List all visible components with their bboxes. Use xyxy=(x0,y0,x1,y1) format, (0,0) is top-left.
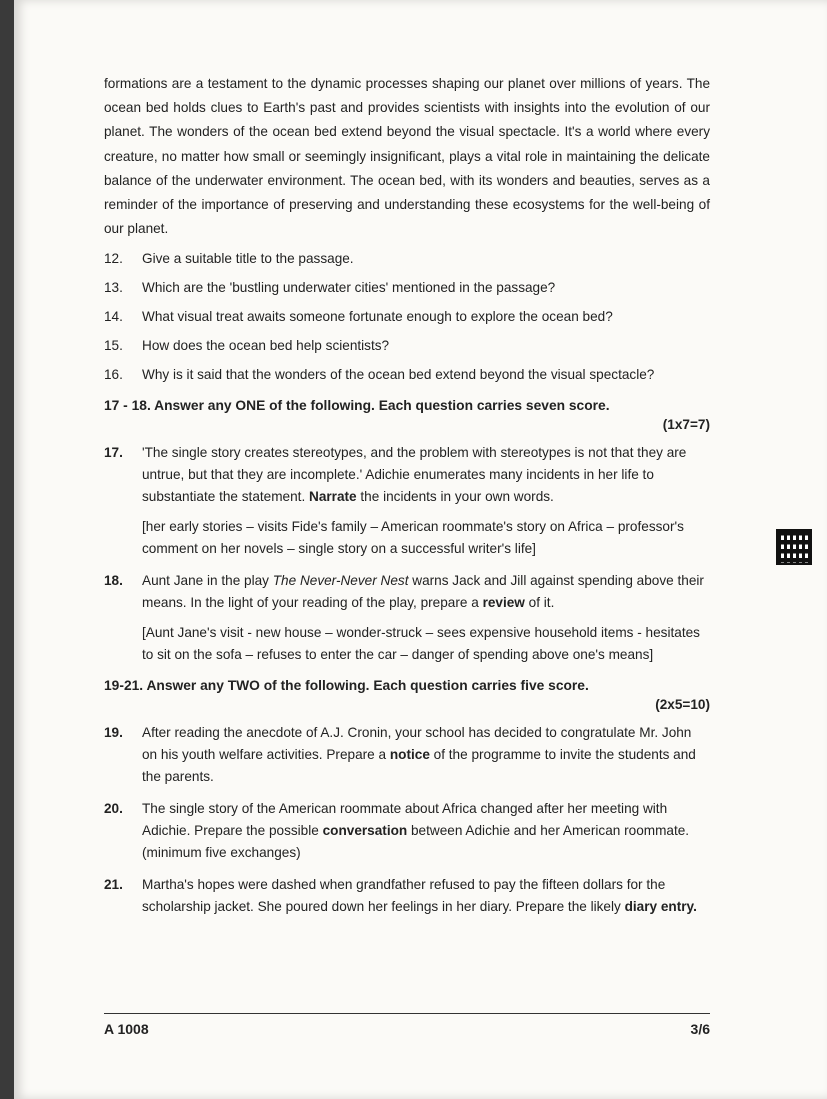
question-21: 21. Martha's hopes were dashed when grandfather refused to pay the fifteen dollars for the scholarship jacket. She poured down her feelings in her diary. Prepare the likely diary entry. xyxy=(104,874,710,918)
question-13: 13. Which are the 'bustling underwater cities' mentioned in the passage? xyxy=(104,280,556,296)
question-16: 16. Why is it said that the wonders of the ocean bed extend beyond the visual spectacle? xyxy=(104,367,655,383)
question-19-text: After reading the anecdote of A.J. Cronin, your school has decided to congratulate Mr. John on his youth welfare activities. Prepare a notice of the programme to invite the students and the parents. xyxy=(142,725,696,785)
short-question-list xyxy=(104,248,710,386)
question-18-text: Aunt Jane in the play The Never-Never Nest warns Jack and Jill against spending above their means. In the light of your reading of the play, prepare a review of it. xyxy=(142,573,704,611)
question-18-hint: [Aunt Jane's visit - new house – wonder-struck – sees expensive household items - hesitates to sit on the sofa – refuses to enter the car – danger of spending above one's means] xyxy=(142,625,700,663)
question-19: 19. After reading the anecdote of A.J. Cronin, your school has decided to congratulate Mr. John on his youth welfare activities. Prepare a notice of the programme to invite the students and the parents. xyxy=(104,722,710,788)
question-14: 14. What visual treat awaits someone fortunate enough to explore the ocean bed? xyxy=(104,309,613,325)
qr-code xyxy=(776,529,812,565)
page-number: 3/6 xyxy=(690,1021,710,1037)
question-15: 15. How does the ocean bed help scientists? xyxy=(104,338,390,354)
question-20-text: The single story of the American roommate about Africa changed after her meeting with Adichie. Prepare the possible conversation between Adichie and her American roommate. (minimum five exchanges) xyxy=(142,801,690,861)
question-21-text: Martha's hopes were dashed when grandfather refused to pay the fifteen dollars for the scholarship jacket. She poured down her feelings in her diary. Prepare the likely diary entry. xyxy=(142,877,697,915)
question-12: 12. Give a suitable title to the passage. xyxy=(104,251,354,267)
page-content xyxy=(104,72,710,918)
section-heading-19-21: 19-21. Answer any TWO of the following. Each question carries five score. xyxy=(104,678,589,694)
exam-code: A 1008 xyxy=(104,1021,149,1037)
question-20: 20. The single story of the American roommate about Africa changed after her meeting with Adichie. Prepare the possible conversation between Adichie and her American roommate. (minimum five exchanges) xyxy=(104,798,710,864)
section-marks-17-18: (1x7=7) xyxy=(662,417,710,433)
passage-text: formations are a testament to the dynamic processes shaping our planet over millions of years. The ocean bed holds clues to Earth's past and provides scientists with insights into the evolution of our planet. The wonders of the ocean bed extend beyond the visual spectacle. It's a world where every creature, no matter how small or seemingly insignificant, plays a vital role in maintaining the delicate balance of the underwater environment. The ocean bed, with its wonders and beauties, serves as a reminder of the importance of preserving and understanding these ecosystems for the well-being of our planet. xyxy=(104,76,710,237)
section-heading-17-18: 17 - 18. Answer any ONE of the following. Each question carries seven score. xyxy=(104,398,610,414)
question-17-hint: [her early stories – visits Fide's family – American roommate's story on Africa – professor's comment on her novels – single story on a successful writer's life] xyxy=(142,519,684,557)
footer-divider xyxy=(104,1013,710,1014)
question-17-text: 'The single story creates stereotypes, and the problem with stereotypes is not that they are untrue, but that they are incomplete.' Adichie enumerates many incidents in her life to substantiate the statement. Narrate the incidents in your own words. xyxy=(142,445,687,505)
question-17: 17. 'The single story creates stereotypes, and the problem with stereotypes is not that they are untrue, but that they are incomplete.' Adichie enumerates many incidents in her life to substantiate the statement. Narrate the incidents in your own words. [her early stories – visits Fide's family – American roommate's story on Africa – professor's comment on her novels – single story on a successful writer's life] xyxy=(104,442,710,560)
question-18: 18. Aunt Jane in the play The Never-Never Nest warns Jack and Jill against spending above their means. In the light of your reading of the play, prepare a review of it. [Aunt Jane's visit - new house – wonder-struck – sees expensive household items - hesitates to sit on the sofa – refuses to enter the car – danger of spending above one's means] xyxy=(104,570,710,666)
section-marks-19-21: (2x5=10) xyxy=(655,697,710,713)
